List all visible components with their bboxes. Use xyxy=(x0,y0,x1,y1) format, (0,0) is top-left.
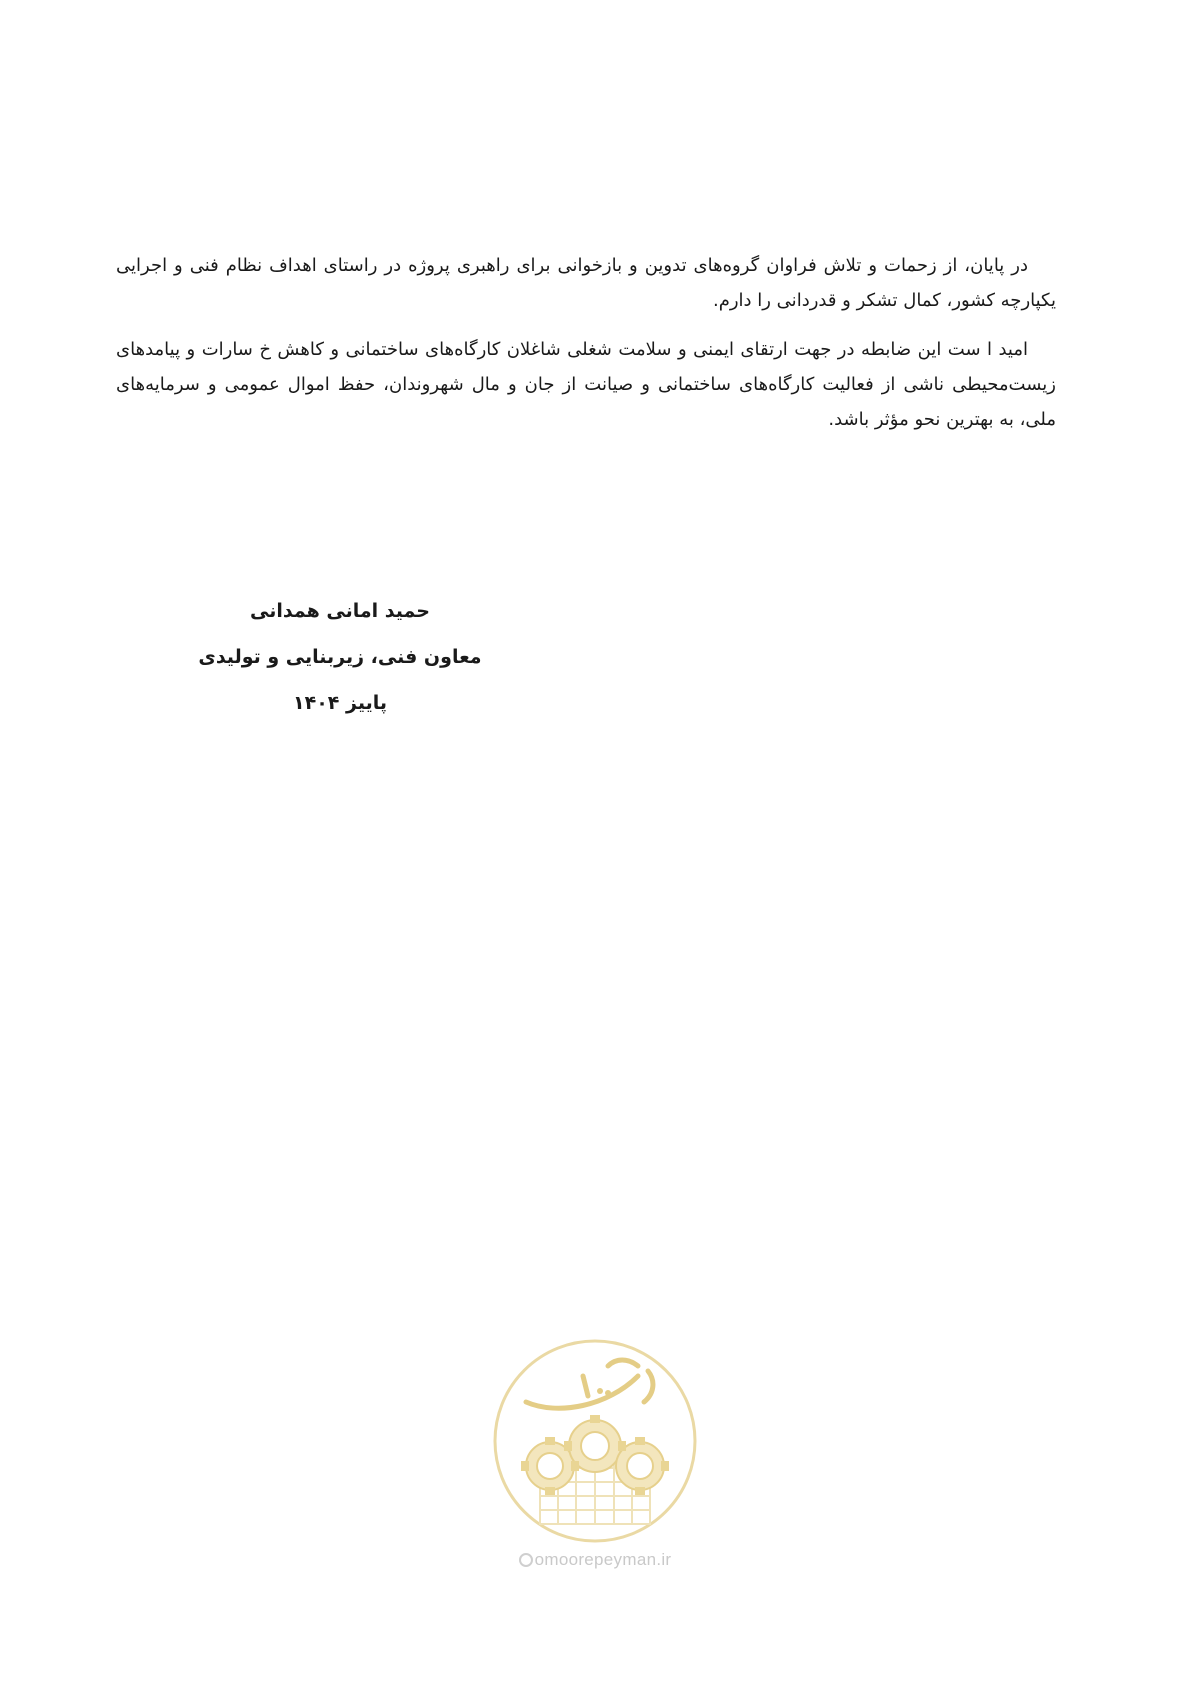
watermark-caption xyxy=(488,1550,702,1570)
paragraph-hope: امید ا ست این ضابطه در جهت ارتقای ایمنی و سلامت شغلی شاغلان کارگاه‌های ساختمانی و کاهش خ سارات و پیامدهای زیست‌محیطی ناشی از فعالیت کارگاه‌های ساختمانی و صیانت از جان و مال شهروندان، حفظ اموال عمومی و سرمایه‌های ملی، به بهترین نحو مؤثر باشد. xyxy=(116,339,1056,430)
signature-block xyxy=(190,588,490,726)
paragraph-acknowledgement: در پایان، از زحمات و تلاش فراوان گروه‌های تدوین و بازخوانی برای راهبری پروژه در راستای اهداف نظام فنی و اجرایی یکپارچه کشور، کمال تشکر و قدردانی را دارم. xyxy=(116,255,1056,311)
signatory-title: معاون فنی، زیربنایی و تولیدی xyxy=(198,646,482,668)
at-sign-icon xyxy=(519,1553,533,1567)
signature-date: پاییز ۱۴۰۴ xyxy=(293,692,387,714)
omoorepeyman-logo-icon xyxy=(488,1336,702,1546)
signatory-name: حمید امانی همدانی xyxy=(250,600,430,622)
watermark-url: omoorepeyman.ir xyxy=(534,1550,672,1569)
body-text xyxy=(116,248,1056,451)
